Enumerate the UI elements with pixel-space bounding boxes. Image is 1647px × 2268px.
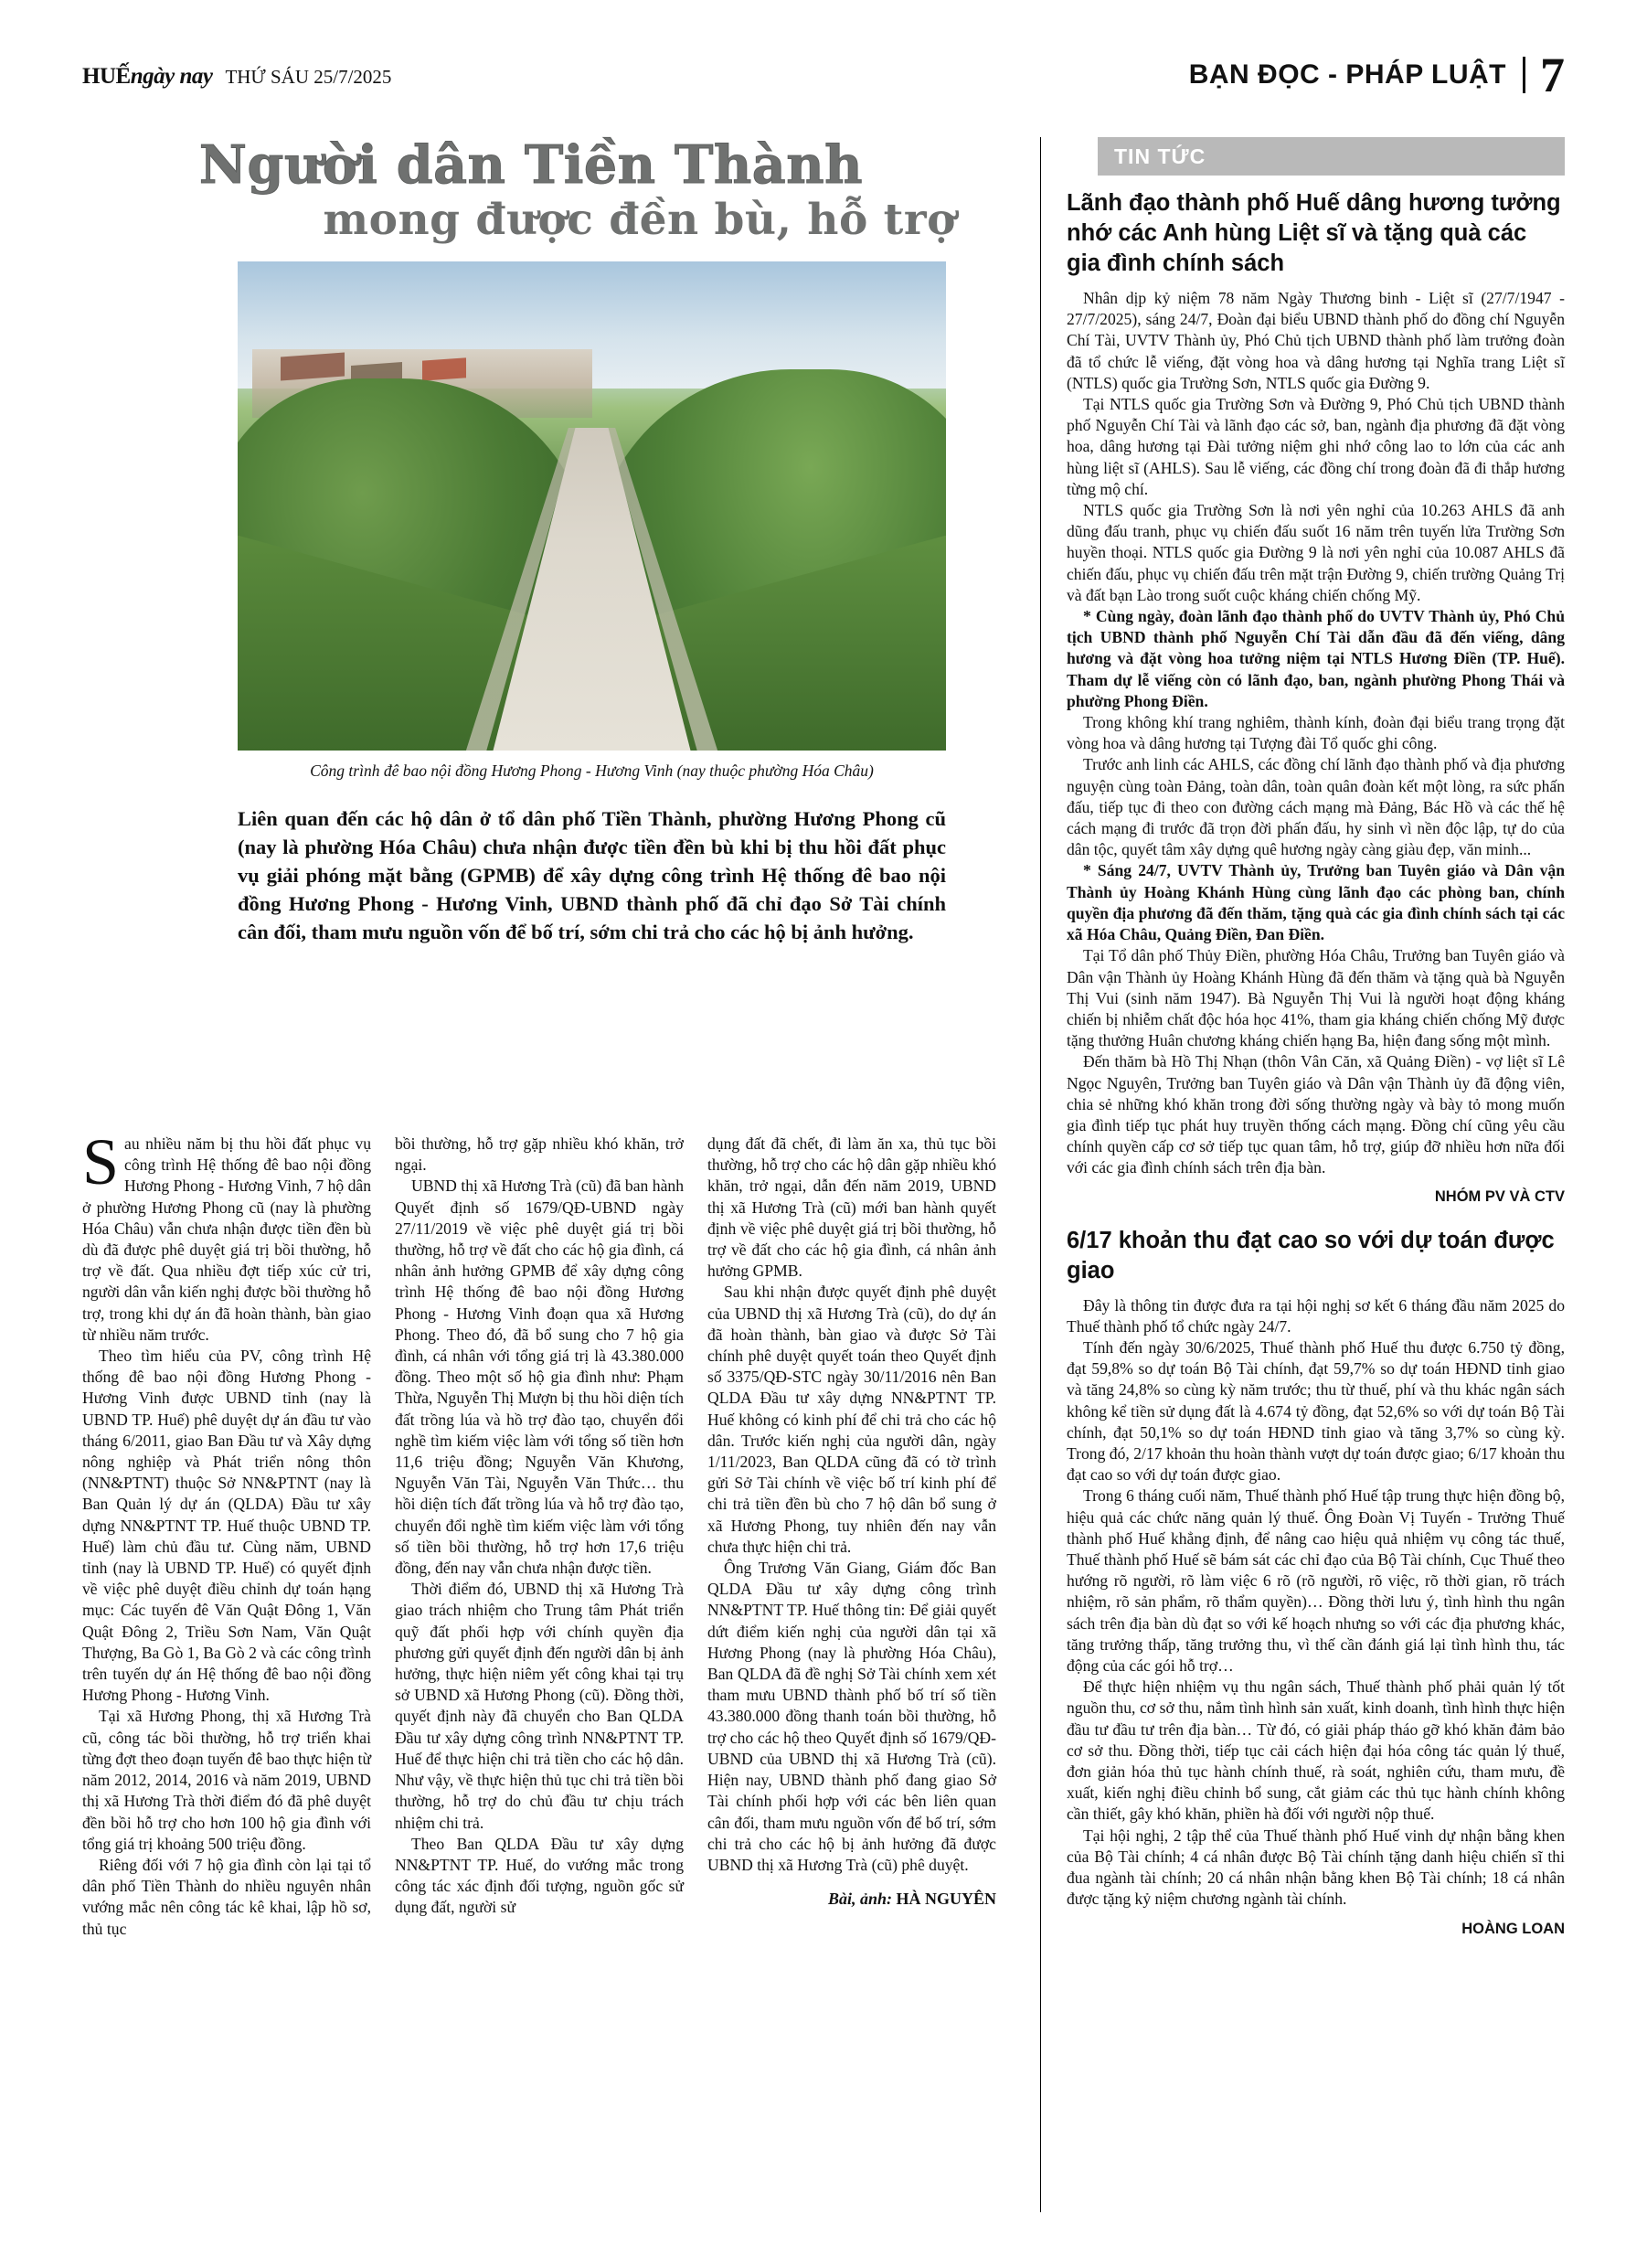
feature-photo-block	[238, 261, 946, 781]
byline-author: HÀ NGUYÊN	[896, 1890, 996, 1909]
paragraph: Để thực hiện nhiệm vụ thu ngân sách, Thuế thành phố phải quản lý tốt nguồn thu, cơ sở thu, nắm tình hình sản xuất, kinh doanh, tình hình thực hiện đầu tư đầu tư trên địa bàn… Từ đó, có giải pháp tháo gỡ khó khăn đảm bảo cơ sở thu. Đồng thời, tiếp tục cải cách hiện đại hóa công tác quản lý thuế, đơn giản hóa thủ tục hành chính thuế, rà soát, nghiên cứu, tham mưu, đề xuất, kiến nghị điều chỉnh bổ sung, cắt giảm các thủ tục hành chính không cần thiết, gây khó khăn, phiền hà đối với người nộp thuế.	[1067, 1677, 1565, 1824]
feature-headline-line2: mong được đền bù, hỗ trợ	[323, 195, 956, 245]
paragraph: Trong 6 tháng cuối năm, Thuế thành phố Huế tập trung thực hiện đồng bộ, hiệu quả các chức năng quản lý thuế. Ông Đoàn Vị Tuyến - Trưởng Thuế thành phố Huế khẳng định, để nâng cao hiệu quả nhiệm vụ công tác thuế, Thuế thành phố Huế sẽ bám sát các chỉ đạo của Bộ Tài chính, Cục Thuế theo hướng rõ người, rõ làm việc 6 rõ (rõ người, rõ việc, rõ thời gian, rõ trách nhiệm, rõ sản phẩm, rõ thẩm quyền)… Đồng thời lưu ý, tình hình thu ngân sách trên địa bàn dù đạt so với kế hoạch nhưng so với các địa phương khác, tăng trưởng thấp, tăng trưởng thu, vì thế cần đánh giá lại tình hình thu, tác động của các gói hỗ trợ…	[1067, 1486, 1565, 1675]
rail-article-1	[1067, 188, 1565, 1206]
paragraph: Trước anh linh các AHLS, các đồng chí lãnh đạo thành phố và địa phương nguyện cùng toàn Đảng, toàn dân, toàn quân đoàn kết một lòng, ra sức phấn đấu, tiếp tục đi theo con đường cách mạng mà Đảng, Bác Hồ và các thế hệ cách mạng đi trước đã trọn đời phấn đấu, hy sinh vì nền độc lập, tự do của dân tộc, quyết tâm xây dựng quê hương ngày càng giàu đẹp, văn minh...	[1067, 755, 1565, 859]
paragraph: Riêng đối với 7 hộ gia đình còn lại tại tổ dân phố Tiền Thành do nhiều nguyên nhân vướng mắc nên công tác kê khai, lập hồ sơ, thủ tục	[82, 1855, 371, 1938]
rail-article-1-body	[1067, 288, 1565, 1179]
publication-logo	[82, 64, 212, 90]
paragraph: Tại xã Hương Phong, thị xã Hương Trà cũ, công tác bồi thường, hỗ trợ triển khai từng đợt theo đoạn tuyến đê bao thực hiện từ năm 2012, 2014, 2016 và năm 2019, UBND thị xã Hương Trà thời điểm đó đã phê duyệt đền bồi hỗ trợ cho hơn 100 hộ gia đình với tổng giá trị khoảng 500 triệu đồng.	[82, 1707, 371, 1853]
feature-photo	[238, 261, 946, 751]
paragraph: Theo tìm hiểu của PV, công trình Hệ thống đê bao nội đồng Hương Phong - Hương Vinh được UBND tỉnh (nay là UBND TP. Huế) phê duyệt dự án đầu tư vào tháng 6/2011, giao Ban Đầu tư và Xây dựng nông nghiệp và Phát triển nông thôn (NN&PTNT) thuộc Sở NN&PTNT (nay là Ban Quản lý dự án (QLDA) Đầu tư xây dựng NN&PTNT TP. Huế thuộc UBND TP. Huế) làm chủ đầu tư. Cùng năm, UBND tỉnh (nay là UBND TP. Huế) có quyết định về việc phê duyệt điều chỉnh dự toán hạng mục: Các tuyến đê Văn Quật Đông 1, Văn Quật Đông 2, Triều Sơn Nam, Văn Quật Thượng, Ba Gò 1, Ba Gò 2 và các công trình trên tuyến dự án Hệ thống đê bao nội đồng Hương Phong - Hương Vinh.	[82, 1347, 371, 1705]
paragraph: * Cùng ngày, đoàn lãnh đạo thành phố do UVTV Thành ủy, Phó Chủ tịch UBND thành phố Nguyễn Chí Tài dẫn đầu đã đến viếng, dâng hương và đặt vòng hoa tưởng niệm tại NTLS Hương Điền (TP. Huế). Tham dự lễ viếng còn có lãnh đạo, ban, ngành phường Phong Thái và phường Phong Điền.	[1067, 607, 1565, 710]
brand-italic: ngày nay	[130, 64, 213, 89]
feature-byline	[707, 1889, 996, 1910]
masthead	[82, 48, 1565, 106]
feature-article	[82, 134, 996, 2212]
paragraph: * Sáng 24/7, UVTV Thành ủy, Trưởng ban Tuyên giáo và Dân vận Thành ủy Hoàng Khánh Hùng cùng lãnh đạo các phòng ban, chính quyền địa phương đã đến thăm, tặng quà các gia đình chính sách tại các xã Hóa Châu, Quảng Điền, Đan Điền.	[1067, 861, 1565, 944]
photo-roof	[422, 357, 466, 380]
brand-prefix: HUẾ	[82, 64, 131, 89]
paragraph: Tại hội nghị, 2 tập thể của Thuế thành phố Huế vinh dự nhận bằng khen của Bộ Tài chính; 4 cá nhân được Bộ Tài chính tặng danh hiệu chiến sĩ thi đua ngành tài chính; 20 cá nhân nhận bằng khen Bộ Tài chính; 18 cá nhân được tặng kỷ niệm chương ngành tài chính.	[1067, 1826, 1565, 1909]
feature-headline-line1: Người dân Tiền Thành	[198, 134, 864, 196]
section-title: BẠN ĐỌC - PHÁP LUẬT	[1188, 59, 1506, 90]
paragraph: Đây là thông tin được đưa ra tại hội nghị sơ kết 6 tháng đầu năm 2025 do Thuế thành phố tổ chức ngày 24/7.	[1067, 1295, 1565, 1336]
paragraph: dụng đất đã chết, đi làm ăn xa, thủ tục bồi thường, hỗ trợ cho các hộ dân gặp nhiều khó khăn, trở ngại, dẫn đến năm 2019, UBND thị xã Hương Trà (cũ) mới ban hành quyết định về việc phê duyệt giá trị bồi thường, hỗ trợ về đất cho các hộ gia đình, cá nhân ảnh hưởng GPMB.	[707, 1134, 996, 1281]
paragraph-text: au nhiều năm bị thu hồi đất phục vụ công trình Hệ thống đê bao nội đồng Hương Phong - Hương Vinh, 7 hộ dân ở phường Hương Phong cũ (nay là phường Hóa Châu) vẫn chưa nhận được tiền đền bù dù đã được phê duyệt giá trị bồi thường, hỗ trợ về đất. Qua nhiều đợt tiếp xúc cử tri, người dân vẫn kiến nghị được bồi thường hỗ trợ, trong khi dự án đã hoàn thành, bàn giao từ nhiều năm trước.	[82, 1134, 371, 1344]
paragraph: UBND thị xã Hương Trà (cũ) đã ban hành Quyết định số 1679/QĐ-UBND ngày 27/11/2019 về việc phê duyệt giá trị bồi thường, hỗ trợ về đất cho các hộ gia đình, cá nhân ảnh hưởng GPMB để xây dựng công trình Hệ thống đê bao nội đồng Hương Phong - Hương Vinh đoạn qua xã Hương Phong. Theo đó, đã bổ sung cho 7 hộ gia đình, cá nhân với tổng giá trị là 43.380.000 đồng. Theo một số hộ gia đình như: Phạm Thừa, Nguyễn Thị Mượn bị thu hồi diện tích đất trồng lúa và hồ trợ đào tạo, chuyển đổi nghề tìm kiếm việc làm với tổng số tiền hơn 11,6 triệu đồng; Nguyễn Văn Khương, Nguyễn Văn Tài, Nguyễn Văn Thức… thu hồi diện tích đất trồng lúa và hỗ trợ đào tạo, chuyển đổi nghề tìm kiếm việc làm với tổng số tiền bồi thường, hỗ trợ hơn 17,6 triệu đồng, đến nay vẫn chưa nhận được tiền.	[395, 1177, 684, 1578]
issue-date: THỨ SÁU 25/7/2025	[225, 66, 392, 88]
paragraph: Nhân dịp kỷ niệm 78 năm Ngày Thương binh - Liệt sĩ (27/7/1947 - 27/7/2025), sáng 24/7, Đoàn đại biểu UBND thành phố do đồng chí Nguyễn Chí Tài, UVTV Thành ủy, Phó Chủ tịch UBND thành phố làm trưởng đoàn đã tổ chức lễ viếng, đặt vòng hoa và dâng hương tại Nghĩa trang Liệt sĩ (NTLS) quốc gia Trường Sơn, NTLS quốc gia Đường 9.	[1067, 289, 1565, 392]
paragraph: bồi thường, hỗ trợ gặp nhiều khó khăn, trở ngại.	[395, 1134, 684, 1175]
page-content	[82, 134, 1565, 2212]
paragraph: Theo Ban QLDA Đầu tư xây dựng NN&PTNT TP. Huế, do vướng mắc trong công tác xác định đối tượng, nguồn gốc sử dụng đất, người sử	[395, 1834, 684, 1917]
rail-article-1-headline: Lãnh đạo thành phố Huế dâng hương tưởng nhớ các Anh hùng Liệt sĩ và tặng quà các gia đình chính sách	[1067, 190, 1561, 276]
rail-article-2-credit: HOÀNG LOAN	[1461, 1921, 1565, 1938]
feature-column-2	[395, 1134, 684, 1940]
masthead-left	[82, 64, 391, 90]
paragraph: Tính đến ngày 30/6/2025, Thuế thành phố Huế thu được 6.750 tỷ đồng, đạt 59,8% so dự toán Bộ Tài chính, đạt 59,7% so dự toán HĐND tỉnh giao và tăng 24,8% so cùng kỳ năm trước; thu từ thuế, phí và thu khác ngân sách không kể tiền sử dụng đất là 4.674 tỷ đồng, đạt 52,6% so với dự toán Bộ Tài chính, đạt 50,1% so dự toán HĐND tỉnh giao và tăng 3,7% so cùng kỳ. Trong đó, 2/17 khoản thu hoàn thành vượt dự toán được giao; 6/17 khoản thu đạt cao so với dự toán được giao.	[1067, 1337, 1565, 1485]
feature-columns	[82, 1125, 996, 1940]
paragraph: Thời điểm đó, UBND thị xã Hương Trà giao trách nhiệm cho Trung tâm Phát triển quỹ đất phối hợp với chính quyền địa phương gửi quyết định đến người dân bị ảnh hưởng, thực hiện niêm yết công khai tại trụ sở UBND xã Hương Phong (cũ). Đồng thời, quyết định này đã chuyển cho Ban QLDA Đầu tư xây dựng công trình NN&PTNT TP. Huế để thực hiện chi trả tiền cho các hộ dân. Như vậy, về thực hiện thủ tục chi trả tiền bồi thường, hỗ trợ do chủ đầu tư chịu trách nhiệm chi trả.	[395, 1580, 684, 1832]
feature-headline	[82, 134, 996, 247]
photo-roof	[281, 352, 345, 380]
feature-column-1	[82, 1125, 371, 1940]
drop-cap: S	[82, 1125, 120, 1198]
paragraph	[82, 1125, 371, 1346]
feature-column-3	[707, 1134, 996, 1940]
feature-lead-paragraph: Liên quan đến các hộ dân ở tổ dân phố Tiền Thành, phường Hương Phong cũ (nay là phường Hóa Châu) chưa nhận được tiền đền bù khi bị thu hồi đất phục vụ giải phóng mặt bằng (GPMB) để xây dựng công trình Hệ thống đê bao nội đồng Hương Phong - Hương Vinh, UBND thành phố đã chỉ đạo Sở Tài chính cân đối, tham mưu nguồn vốn để bố trí, sớm chi trả cho các hộ bị ảnh hưởng.	[238, 807, 946, 943]
paragraph: Tại NTLS quốc gia Trường Sơn và Đường 9, Phó Chủ tịch UBND thành phố Nguyễn Chí Tài và lãnh đạo các sở, ban, ngành địa phương đã đặt vòng hoa, dâng hương tại Đài tưởng niệm ghi nhớ công lao to lớn của các anh hùng liệt sĩ (AHLS). Sau lễ viếng, các đồng chí trong đoàn đã đi thắp hương từng mộ chí.	[1067, 395, 1565, 498]
masthead-right	[1188, 48, 1565, 102]
paragraph: Đến thăm bà Hồ Thị Nhạn (thôn Vân Căn, xã Quảng Điền) - vợ liệt sĩ Lê Ngọc Nguyên, Trưởng ban Tuyên giáo và Dân vận Thành ủy đã động viên, chia sẻ những khó khăn trong đời sống thường ngày và bày tỏ mong muốn gia đình tiếp tục phát huy truyền thống cách mạng. Đồng chí cũng yêu cầu chính quyền cấp cơ sở tiếp tục quan tâm, hỗ trợ, giúp đỡ nhiều hơn nữa đối với các gia đình chính sách trên địa bàn.	[1067, 1052, 1565, 1177]
paragraph: NTLS quốc gia Trường Sơn là nơi yên nghỉ của 10.263 AHLS đã anh dũng đấu tranh, phục vụ chiến đấu suốt 16 năm trên tuyến lửa Trường Sơn huyền thoại. NTLS quốc gia Đường 9 là nơi yên nghỉ của 10.087 AHLS đã chiến đấu, phục vụ chiến đấu trên mặt trận Đường 9, chiến trường Quảng Trị và đất bạn Lào trong suốt cuộc kháng chiến chống Mỹ.	[1067, 501, 1565, 604]
rail-article-2	[1067, 1226, 1565, 1939]
paragraph: Sau khi nhận được quyết định phê duyệt của UBND thị xã Hương Trà (cũ), do dự án đã hoàn thành, bàn giao và được Sở Tài chính phê duyệt quyết toán theo Quyết định số 3375/QĐ-STC ngày 30/11/2016 nên Ban QLDA Đầu tư xây dựng NN&PTNT TP. Huế không có kinh phí để chi trả cho các hộ dân. Trước kiến nghị của người dân, ngày 1/11/2023, Ban QLDA cũng đã có tờ trình gửi Sở Tài chính về việc bố trí kinh phí để chi trả tiền đền bù cho 7 hộ dân bổ sung ở xã Hương Phong, tuy nhiên đến nay vẫn chưa thực hiện chi trả.	[707, 1283, 996, 1556]
rail-article-2-body	[1067, 1295, 1565, 1911]
news-badge	[1067, 137, 1565, 176]
news-rail	[1040, 137, 1565, 2212]
rail-article-1-credit: NHÓM PV VÀ CTV	[1434, 1187, 1565, 1205]
paragraph: Tại Tổ dân phố Thủy Điền, phường Hóa Châu, Trưởng ban Tuyên giáo và Dân vận Thành ủy Hoàng Khánh Hùng đã đến thăm và tặng quà bà Nguyễn Thị Vui (sinh năm 1947). Bà Nguyễn Thị Vui là người hoạt động kháng chiến bị nhiễm chất độc hóa học 41%, tham gia kháng chiến chống Mỹ được tặng thưởng Huân chương kháng chiến hạng Ba, hiện đang sống một mình.	[1067, 946, 1565, 1050]
rail-article-2-headline: 6/17 khoản thu đạt cao so với dự toán được giao	[1067, 1227, 1555, 1283]
badge-mark	[1067, 137, 1098, 176]
badge-label: TIN TỨC	[1114, 144, 1206, 168]
paragraph: Trong không khí trang nghiêm, thành kính, đoàn đại biểu trang trọng đặt vòng hoa và dâng hương tại Tượng đài Tổ quốc ghi công.	[1067, 713, 1565, 753]
byline-label: Bài, ảnh:	[827, 1890, 892, 1909]
photo-caption: Công trình đê bao nội đồng Hương Phong - Hương Vinh (nay thuộc phường Hóa Châu)	[310, 761, 874, 780]
paragraph: Ông Trương Văn Giang, Giám đốc Ban QLDA Đầu tư xây dựng công trình NN&PTNT TP. Huế thông tin: Để giải quyết dứt điểm kiến nghị của người dân tại xã Hương Phong (nay là phường Hóa Châu), Ban QLDA đã đề nghị Sở Tài chính xem xét tham mưu UBND thành phố bố trí số tiền 43.380.000 đồng thanh toán bồi thường, hỗ trợ cho các hộ theo Quyết định số 1679/QĐ-UBND của UBND thị xã Hương Trà (cũ). Hiện nay, UBND thành phố đang giao Sở Tài chính phối hợp với các bên liên quan cân đối, tham mưu nguồn vốn để bố trí, sớm chi trả cho các hộ bị ảnh hưởng đã được UBND thị xã Hương Trà (cũ) phê duyệt.	[707, 1559, 996, 1874]
page-number: 7	[1523, 57, 1565, 93]
